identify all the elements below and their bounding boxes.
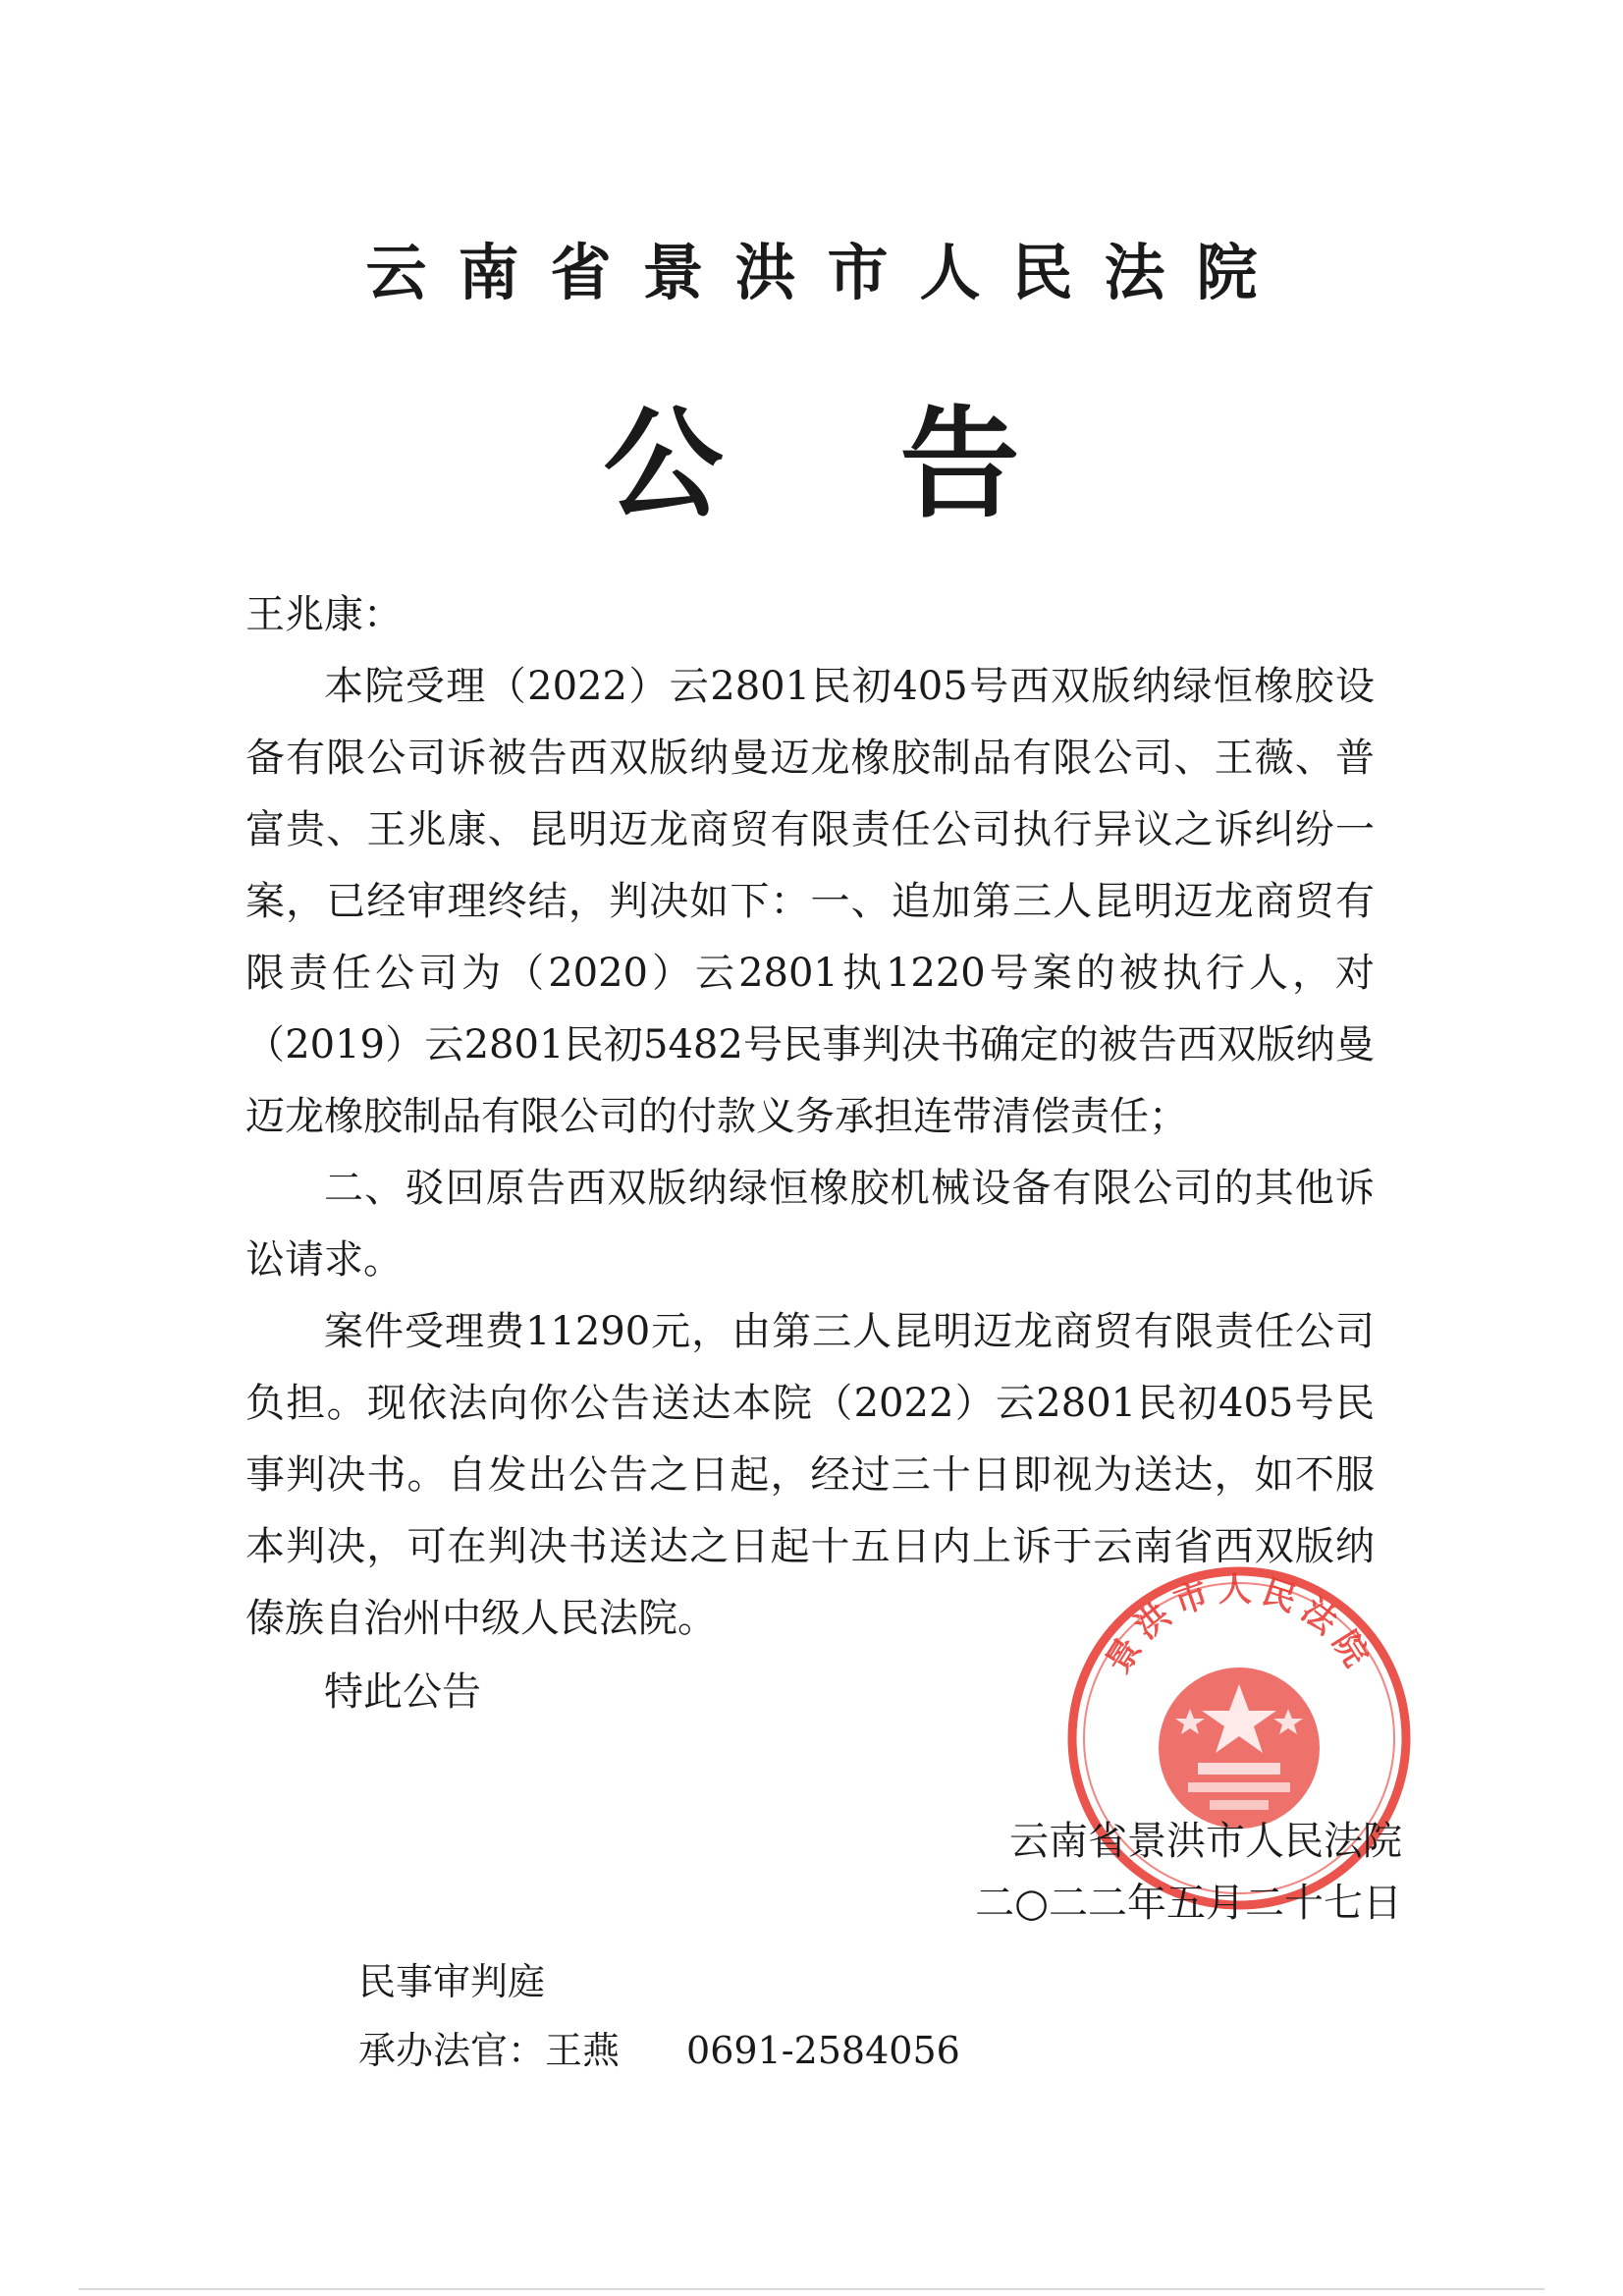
paragraph-fees-service: 案件受理费11290元，由第三人昆明迈龙商贸有限责任公司负担。现依法向你公告送达本院（2022）云2801民初405号民事判决书。自发出公告之日起，经过三十日即视为送达，如不服本判决，可在判决书送达之日起十五日内上诉于云南省西双版纳傣族自治州中级人民法院。	[245, 1309, 1375, 1641]
court-name: 云南省景洪市人民法院	[365, 237, 1289, 308]
judge-name: 承办法官：王燕	[358, 2029, 621, 2072]
footer-judge-line	[358, 2021, 960, 2080]
signature-court: 云南省景洪市人民法院	[1009, 1819, 1402, 1864]
svg-text:景洪市人民法院	[1099, 1570, 1380, 1680]
addressee: 王兆康：	[245, 592, 403, 637]
closing-phrase: 特此公告	[324, 1669, 481, 1715]
signature-date: 二○二二年五月二十七日	[975, 1881, 1402, 1926]
document-title: 公告	[603, 395, 1197, 534]
judge-phone: 0691-2584056	[686, 2029, 960, 2072]
paragraph-dismissal: 二、驳回原告西双版纳绿恒橡胶机械设备有限公司的其他诉讼请求。	[245, 1166, 1375, 1283]
seal-text: 景洪市人民法院	[1098, 1570, 1380, 1680]
paragraph-case-judgment: 本院受理（2022）云2801民初405号西双版纳绿恒橡胶设备有限公司诉被告西双版纳曼迈龙橡胶制品有限公司、王薇、普富贵、王兆康、昆明迈龙商贸有限责任公司执行异议之诉纠纷一案，已经审理终结，判决如下：一、追加第三人昆明迈龙商贸有限责任公司为（2020）云2801执1220号案的被执行人，对（2019）云2801民初5482号民事判决书确定的被告西双版纳曼迈龙橡胶制品有限公司的付款义务承担连带清偿责任；	[245, 664, 1375, 1139]
announcement-body	[245, 579, 1375, 1728]
footer-department: 民事审判庭	[358, 1960, 546, 2003]
page-bottom-edge	[79, 2288, 1544, 2290]
